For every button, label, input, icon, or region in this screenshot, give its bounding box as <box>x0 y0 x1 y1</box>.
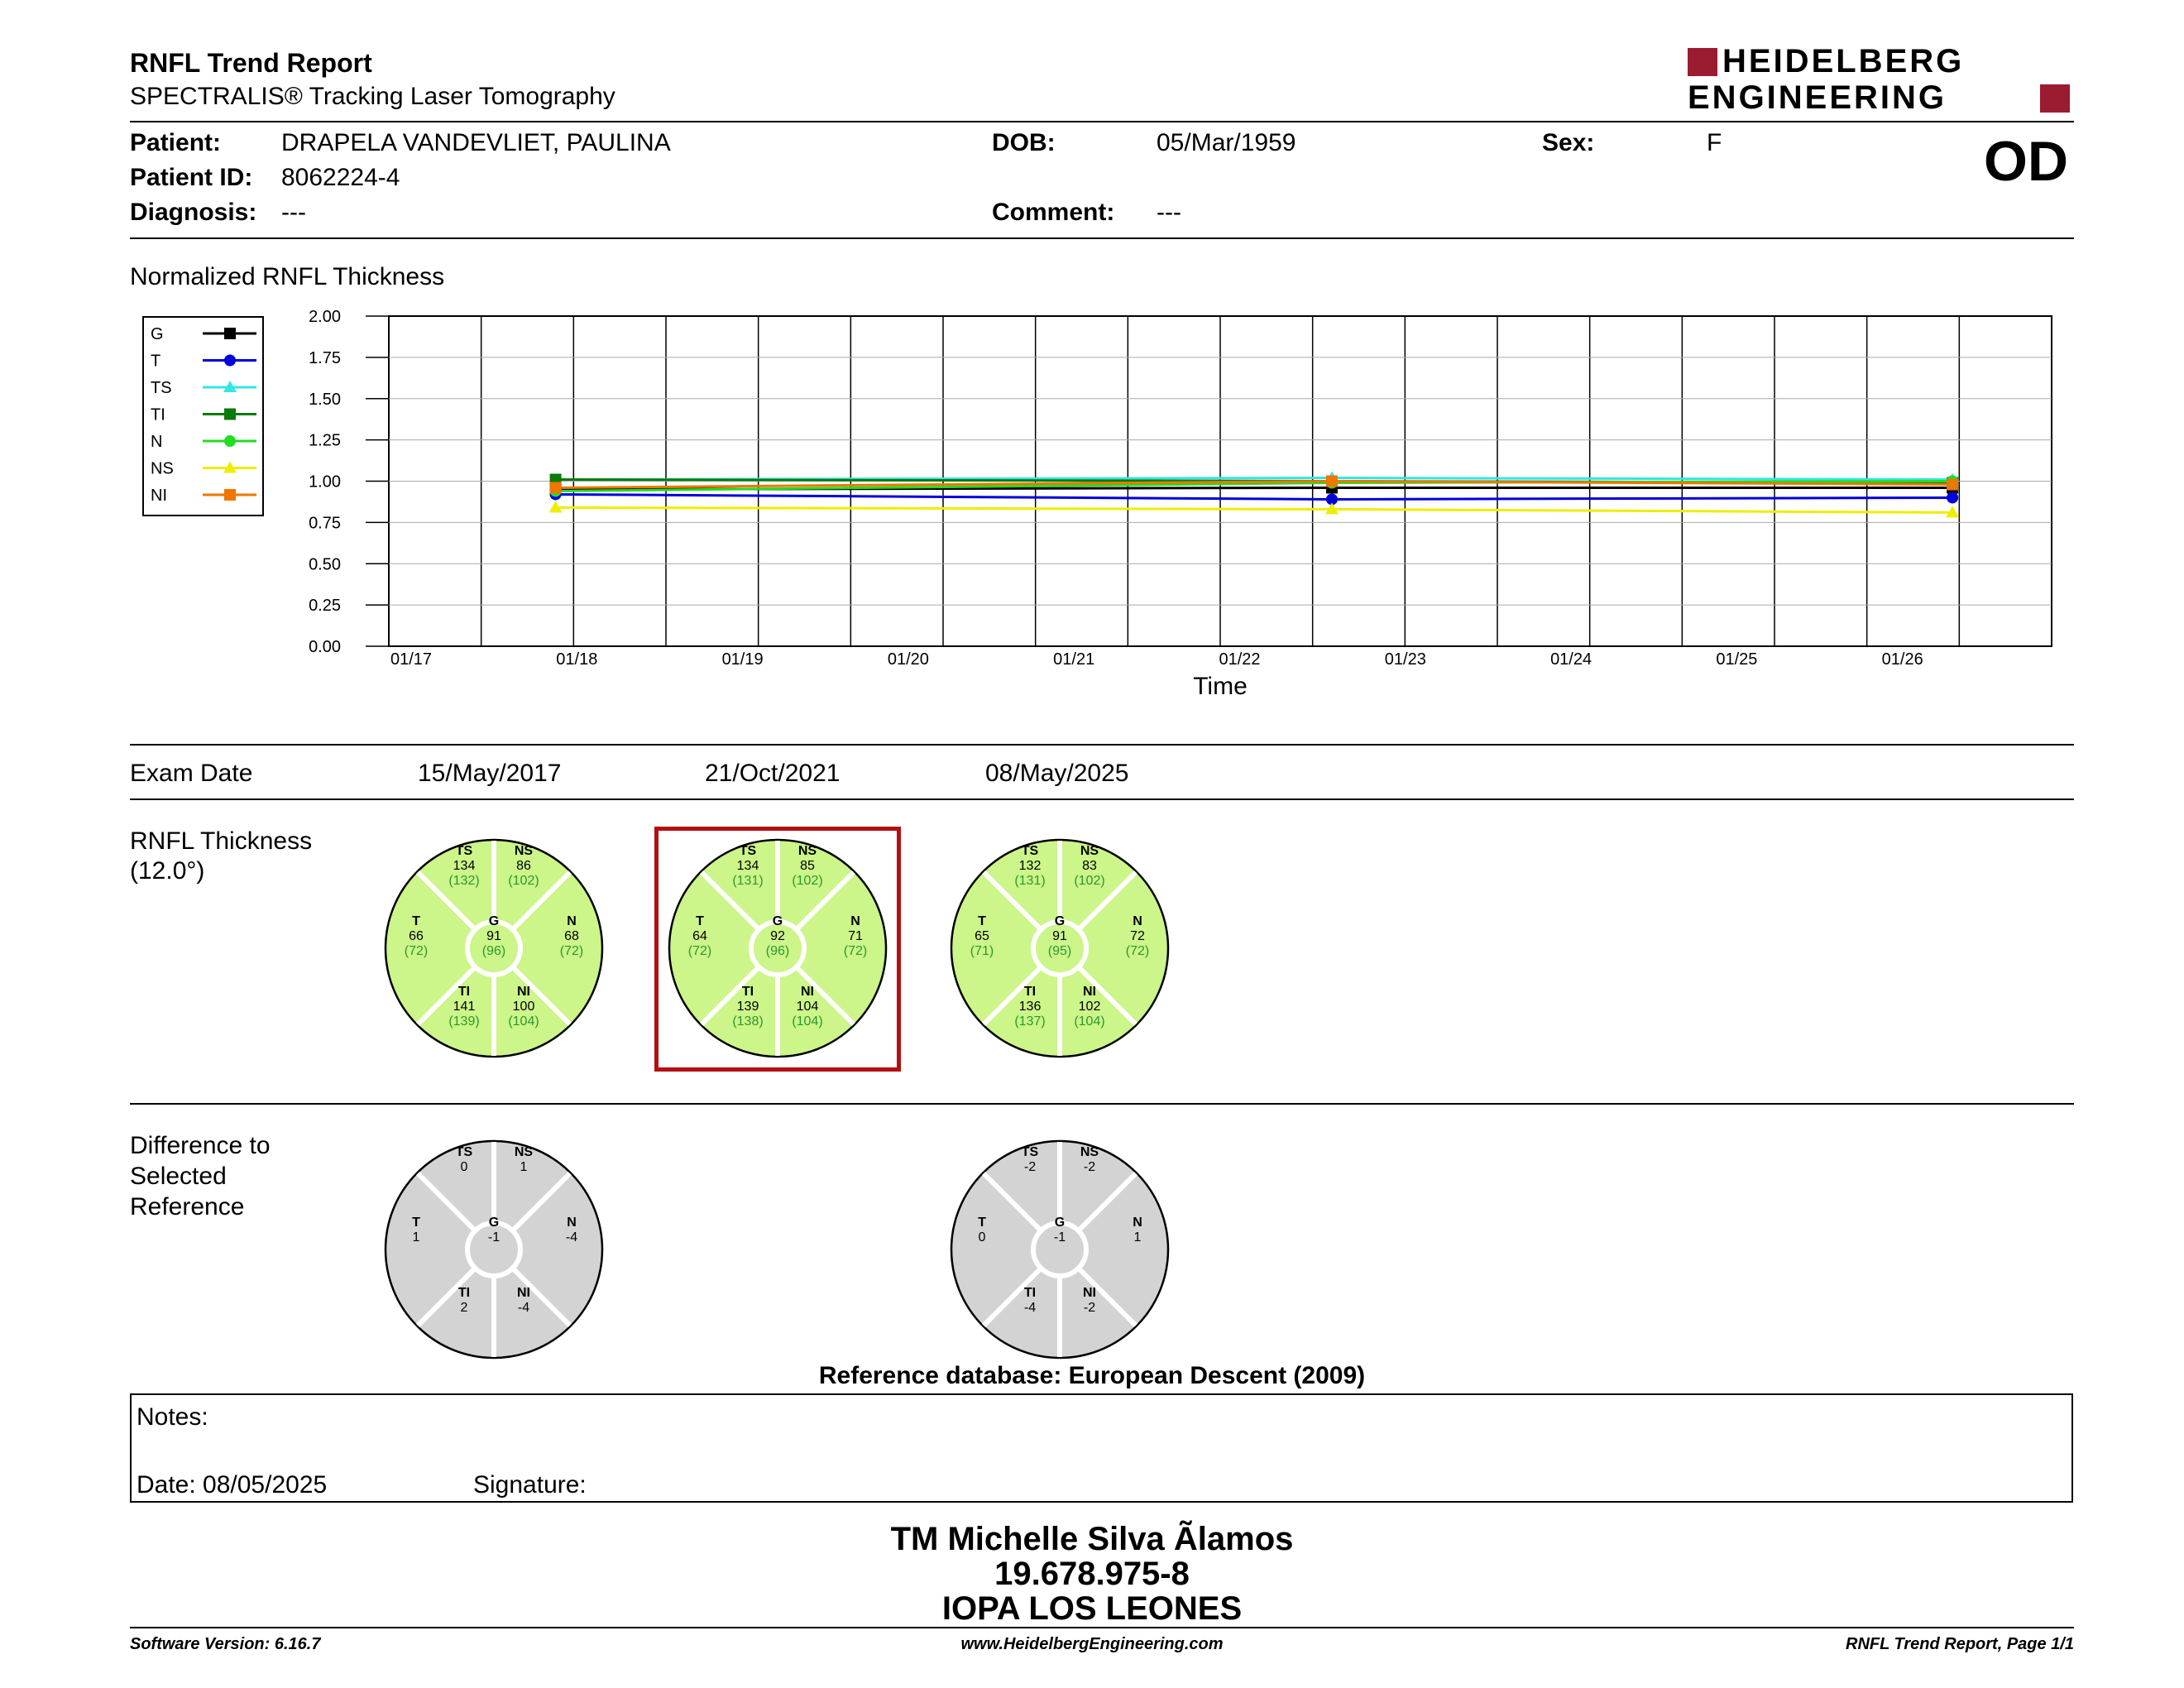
legend-label: TI <box>151 405 165 424</box>
x-tick-label: 01/23 <box>1384 650 1426 669</box>
sector-value-ni: 100 <box>512 1000 535 1014</box>
website-link[interactable]: www.HeidelbergEngineering.com <box>960 1635 1224 1653</box>
legend-label: TS <box>151 379 172 397</box>
sector-ref-ns: (102) <box>508 874 539 888</box>
sector-label-ni: NI <box>517 985 530 999</box>
difference-label-1: Difference to <box>130 1132 271 1159</box>
sector-ref-g: (95) <box>1047 944 1072 958</box>
x-tick-label: 01/21 <box>1053 650 1095 669</box>
y-tick-label: 0.00 <box>309 638 341 656</box>
notes-date: Date: 08/05/2025 <box>136 1471 328 1499</box>
y-tick-label: 0.50 <box>309 555 341 574</box>
sector-label-ti: TI <box>741 985 754 999</box>
x-tick-label: 01/18 <box>556 650 598 669</box>
report-subtitle: SPECTRALIS® Tracking Laser Tomography <box>130 83 615 110</box>
exam-date-3: 08/May/2025 <box>985 760 1129 787</box>
sector-ref-ns: (102) <box>1074 874 1105 888</box>
sector-value-n: 1 <box>1133 1230 1142 1244</box>
sector-label-ts: TS <box>455 844 473 858</box>
sector-label-t: T <box>412 1216 420 1230</box>
y-tick-label: 2.00 <box>309 308 341 326</box>
exam-date-label: Exam Date <box>130 760 253 787</box>
x-tick-label: 01/20 <box>887 650 929 669</box>
sector-label-ni: NI <box>517 1286 530 1300</box>
sector-label-ts: TS <box>739 844 757 858</box>
sector-ref-ts: (131) <box>732 874 764 888</box>
sector-ref-ni: (104) <box>508 1014 539 1029</box>
x-tick-label: 01/26 <box>1881 650 1923 669</box>
sector-label-t: T <box>696 914 704 928</box>
sector-ref-g: (96) <box>481 944 506 958</box>
sector-label-n: N <box>567 914 577 928</box>
sector-value-ns: 85 <box>800 859 815 873</box>
x-tick-label: 01/22 <box>1219 650 1261 669</box>
sex-label: Sex: <box>1542 129 1595 156</box>
sector-label-ni: NI <box>1083 1286 1096 1300</box>
sector-value-g: -1 <box>1053 1230 1066 1244</box>
sector-value-n: 72 <box>1130 929 1145 943</box>
sector-value-t: 0 <box>978 1230 986 1244</box>
exam-date-2: 21/Oct/2021 <box>705 760 841 787</box>
chart-title: Normalized RNFL Thickness <box>130 263 445 290</box>
difference-label-2: Selected <box>130 1163 227 1190</box>
operator-name: TM Michelle Silva Ãlamos <box>890 1521 1294 1557</box>
sector-ref-ti: (138) <box>732 1014 764 1029</box>
legend-label: NI <box>151 487 167 505</box>
sector-ref-n: (72) <box>1125 944 1150 958</box>
sector-label-n: N <box>567 1216 577 1230</box>
sector-label-t: T <box>412 914 420 928</box>
patient-name: DRAPELA VANDEVLIET, PAULINA <box>281 129 671 156</box>
diagnosis-value: --- <box>281 199 306 226</box>
sector-label-ns: NS <box>1080 844 1099 858</box>
sector-value-ti: 141 <box>453 1000 476 1014</box>
sector-ref-ni: (104) <box>1074 1014 1105 1029</box>
sector-value-ts: 134 <box>736 859 759 873</box>
sector-label-ni: NI <box>801 985 814 999</box>
sector-label-n: N <box>1133 1216 1142 1230</box>
sector-value-n: 71 <box>848 929 863 943</box>
software-version: Software Version: 6.16.7 <box>130 1635 321 1653</box>
sector-value-t: 66 <box>409 929 424 943</box>
sector-label-n: N <box>850 914 860 928</box>
y-tick-label: 0.75 <box>309 514 341 533</box>
sector-ref-g: (96) <box>765 944 790 958</box>
y-tick-label: 1.50 <box>309 390 341 409</box>
sector-label-ti: TI <box>1023 985 1037 999</box>
difference-label-3: Reference <box>130 1193 245 1220</box>
y-tick-label: 1.00 <box>309 472 341 492</box>
sector-value-ts: 134 <box>453 859 476 873</box>
sector-value-ni: -4 <box>517 1301 530 1315</box>
sector-value-g: -1 <box>487 1230 500 1244</box>
sector-label-ti: TI <box>1023 1286 1037 1300</box>
sector-label-ns: NS <box>514 844 534 858</box>
comment-label: Comment: <box>992 199 1115 226</box>
sector-value-ni: 102 <box>1078 1000 1101 1014</box>
sector-value-g: 91 <box>486 929 501 943</box>
sector-label-g: G <box>1054 1216 1066 1230</box>
difference-circle-1 <box>386 1141 602 1358</box>
y-tick-label: 1.25 <box>309 431 341 450</box>
notes-label: Notes: <box>136 1403 208 1431</box>
sex-value: F <box>1707 129 1722 156</box>
sector-label-ns: NS <box>514 1145 534 1159</box>
sector-value-ts: -2 <box>1023 1160 1037 1174</box>
sector-value-n: -4 <box>565 1230 578 1244</box>
sector-value-ti: 136 <box>1018 1000 1042 1014</box>
sector-value-n: 68 <box>564 929 579 943</box>
sector-label-ts: TS <box>455 1145 473 1159</box>
sector-label-t: T <box>978 914 986 928</box>
sector-value-ts: 132 <box>1018 859 1042 873</box>
x-tick-label: 01/25 <box>1716 650 1758 669</box>
x-tick-label: 01/17 <box>390 650 433 669</box>
reference-database: Reference database: European Descent (2009) <box>818 1362 1366 1389</box>
sector-value-ns: 83 <box>1082 859 1097 873</box>
dob-value: 05/Mar/1959 <box>1157 129 1296 156</box>
sector-label-ts: TS <box>1021 1145 1039 1159</box>
sector-value-t: 1 <box>412 1230 420 1244</box>
sector-label-ti: TI <box>457 985 471 999</box>
logo-line1: HEIDELBERG <box>1722 43 1965 79</box>
sector-label-g: G <box>772 914 783 928</box>
y-tick-label: 1.75 <box>309 348 341 367</box>
sector-value-ts: 0 <box>460 1160 468 1174</box>
page-number: RNFL Trend Report, Page 1/1 <box>1846 1635 2074 1653</box>
signature-label: Signature: <box>473 1471 587 1499</box>
sector-value-g: 92 <box>770 929 785 943</box>
difference-circle-2 <box>951 1141 1168 1358</box>
sector-value-ti: 139 <box>736 1000 759 1014</box>
dob-label: DOB: <box>992 129 1056 156</box>
legend-label: NS <box>151 459 174 478</box>
patient-id: 8062224-4 <box>281 164 400 191</box>
sector-value-ti: 2 <box>460 1301 468 1315</box>
sector-ref-ts: (131) <box>1014 874 1046 888</box>
sector-label-g: G <box>1054 914 1066 928</box>
sector-value-ni: 104 <box>796 1000 819 1014</box>
thickness-label: RNFL Thickness <box>130 827 313 855</box>
exam-date-1: 15/May/2017 <box>418 760 562 787</box>
patient-label: Patient: <box>130 129 222 156</box>
notes-box <box>130 1393 2073 1503</box>
thickness-sublabel: (12.0°) <box>130 857 205 885</box>
sector-label-n: N <box>1133 914 1142 928</box>
report-title: RNFL Trend Report <box>130 48 372 78</box>
sector-label-ts: TS <box>1021 844 1039 858</box>
sector-ref-ts: (132) <box>448 874 480 888</box>
legend-label: T <box>151 352 161 371</box>
sector-value-g: 91 <box>1052 929 1067 943</box>
divider <box>130 1627 2074 1628</box>
sector-value-ns: -2 <box>1083 1160 1096 1174</box>
sector-label-ti: TI <box>457 1286 471 1300</box>
x-tick-label: 01/19 <box>721 650 764 669</box>
sector-label-ns: NS <box>1080 1145 1099 1159</box>
diagnosis-label: Diagnosis: <box>130 199 257 226</box>
sector-value-ni: -2 <box>1083 1301 1096 1315</box>
eye-label: OD <box>1984 130 2068 193</box>
sector-label-t: T <box>978 1216 986 1230</box>
sector-label-g: G <box>488 1216 500 1230</box>
legend-label: N <box>151 433 163 451</box>
logo-line2: ENGINEERING <box>1688 79 1947 116</box>
sector-value-ns: 1 <box>520 1160 528 1174</box>
operator-institution: IOPA LOS LEONES <box>941 1590 1243 1627</box>
sector-ref-t: (72) <box>687 944 712 958</box>
sector-ref-n: (72) <box>843 944 868 958</box>
sector-ref-ns: (102) <box>792 874 823 888</box>
x-axis-label: Time <box>1193 673 1248 700</box>
sector-label-g: G <box>488 914 500 928</box>
sector-ref-ti: (139) <box>448 1014 480 1029</box>
sector-label-ni: NI <box>1083 985 1096 999</box>
sector-ref-ti: (137) <box>1014 1014 1046 1029</box>
sector-value-ns: 86 <box>516 859 531 873</box>
y-tick-label: 0.25 <box>309 597 341 616</box>
sector-value-ti: -4 <box>1023 1301 1037 1315</box>
sector-ref-ni: (104) <box>792 1014 823 1029</box>
sector-label-ns: NS <box>797 844 817 858</box>
legend-label: G <box>151 325 164 343</box>
comment-value: --- <box>1157 199 1181 226</box>
sector-ref-n: (72) <box>559 944 584 958</box>
sector-value-t: 64 <box>692 929 707 943</box>
x-tick-label: 01/24 <box>1550 650 1592 669</box>
operator-id: 19.678.975-8 <box>994 1556 1190 1592</box>
sector-value-t: 65 <box>975 929 989 943</box>
sector-ref-t: (72) <box>404 944 429 958</box>
patient-id-label: Patient ID: <box>130 164 253 191</box>
sector-ref-t: (71) <box>970 944 994 958</box>
